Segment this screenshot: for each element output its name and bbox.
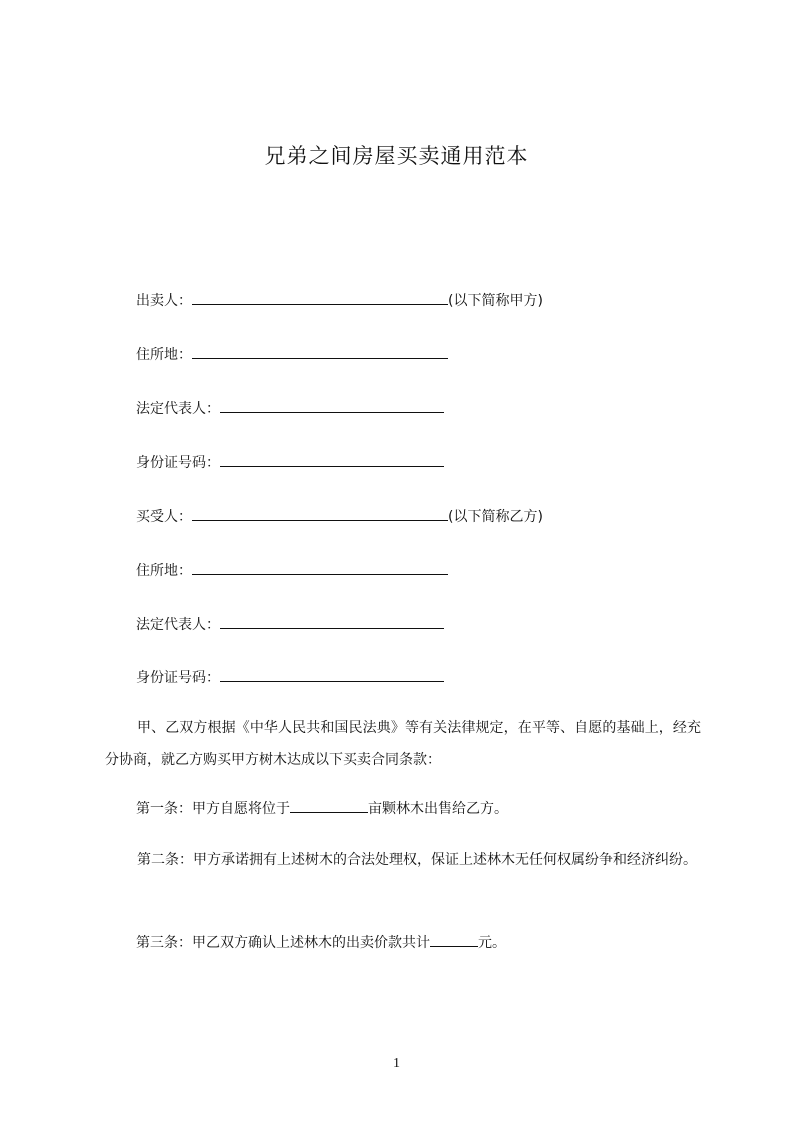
article-1-area-field[interactable]: [290, 798, 368, 813]
seller-address-label: 住所地：: [136, 347, 192, 363]
buyer-rep-field[interactable]: [220, 614, 444, 629]
article-1-prefix: 第一条：甲方自愿将位于: [136, 801, 290, 817]
seller-note: (以下简称甲方): [448, 293, 543, 309]
buyer-rep-line: [136, 614, 444, 635]
article-3-price-field[interactable]: [430, 932, 478, 947]
article-2: 第二条：甲方承诺拥有上述树木的合法处理权，保证上述林木无任何权属纷争和经济纠纷。: [137, 852, 697, 868]
seller-rep-field[interactable]: [220, 398, 444, 413]
seller-id-line: [136, 452, 444, 473]
document-title: 兄弟之间房屋买卖通用范本: [264, 144, 529, 168]
buyer-address-line: [136, 560, 448, 581]
buyer-address-label: 住所地：: [136, 563, 192, 579]
page-number: 1: [393, 1056, 400, 1071]
article-1: [136, 798, 508, 819]
buyer-rep-label: 法定代表人：: [136, 617, 220, 633]
seller-address-field[interactable]: [192, 344, 448, 359]
buyer-line: [136, 506, 543, 527]
buyer-id-line: [136, 667, 444, 688]
seller-line: [136, 290, 543, 311]
seller-name-field[interactable]: [192, 290, 448, 305]
buyer-address-field[interactable]: [192, 560, 448, 575]
seller-address-line: [136, 344, 448, 365]
intro-paragraph: 甲、乙双方根据《中华人民共和国民法典》等有关法律规定，在平等、自愿的基础上，经充分协商，就乙方购买甲方树木达成以下买卖合同条款：: [105, 720, 701, 768]
seller-label: 出卖人：: [136, 293, 192, 309]
article-3: [136, 932, 506, 953]
buyer-id-label: 身份证号码：: [136, 670, 220, 686]
buyer-id-field[interactable]: [220, 667, 444, 682]
seller-rep-line: [136, 398, 444, 419]
seller-rep-label: 法定代表人：: [136, 401, 220, 417]
buyer-note: (以下简称乙方): [448, 509, 543, 525]
buyer-label: 买受人：: [136, 509, 192, 525]
article-3-prefix: 第三条：甲乙双方确认上述林木的出卖价款共计: [136, 935, 430, 951]
article-1-suffix: 亩颗林木出售给乙方。: [368, 801, 508, 817]
seller-id-label: 身份证号码：: [136, 455, 220, 471]
seller-id-field[interactable]: [220, 452, 444, 467]
buyer-name-field[interactable]: [192, 506, 448, 521]
article-3-suffix: 元。: [478, 935, 506, 951]
